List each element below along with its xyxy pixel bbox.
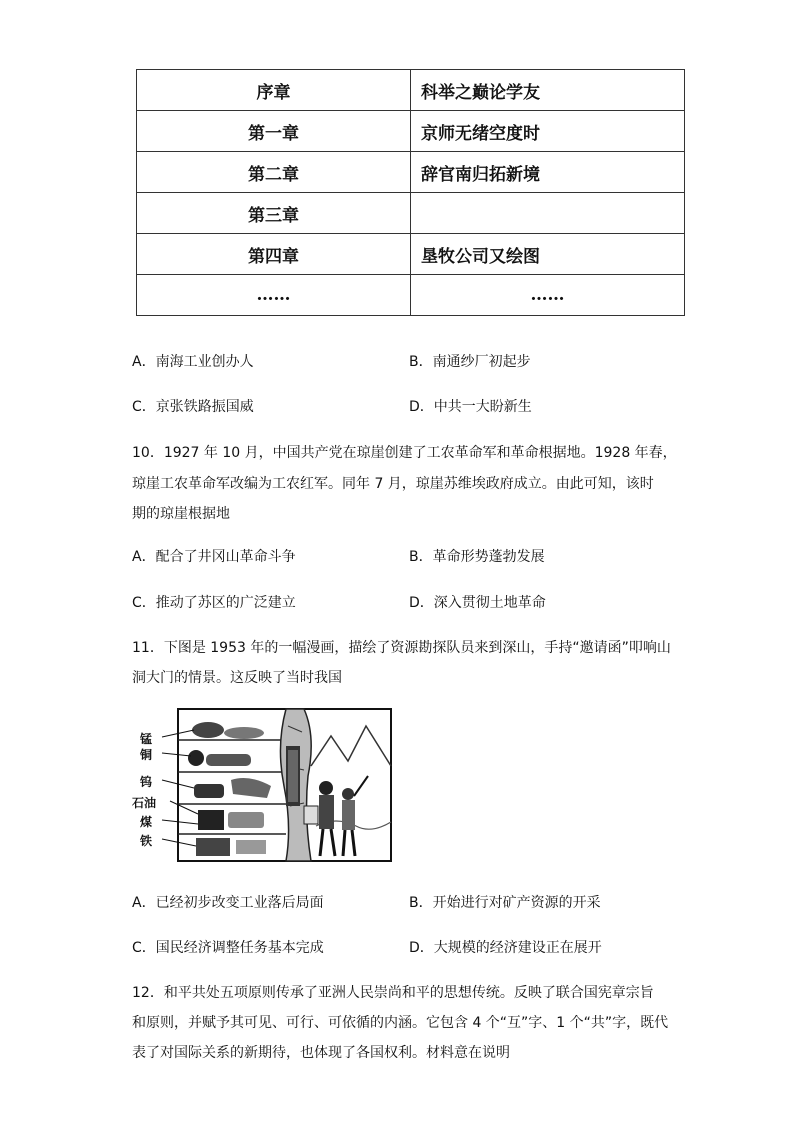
- title-cell-blank: [411, 193, 685, 234]
- cartoon-label-manganese: 锰: [140, 732, 153, 746]
- cartoon-label-petroleum: 石油: [132, 796, 157, 810]
- cartoon-label-copper: 铜: [140, 748, 153, 762]
- table-row: [137, 70, 685, 111]
- title-cell: 辞官南归拓新境: [411, 152, 685, 193]
- chapter-cell: 第二章: [137, 152, 411, 193]
- q12-stem-line: 和原则，并赋予其可见、可行、可依循的内涵。它包含 4 个“互”字、1 个“共”字，既代: [132, 1015, 669, 1031]
- chapter-cell: ……: [137, 275, 411, 316]
- q10-option-d[interactable]: D．深入贯彻土地革命: [409, 595, 546, 611]
- cartoon-label-tungsten: 钨: [140, 775, 153, 789]
- q9-option-a[interactable]: A．南海工业创办人: [132, 354, 254, 370]
- chapter-cell: 第一章: [137, 111, 411, 152]
- q10-option-b[interactable]: B．革命形势蓬勃发展: [409, 549, 545, 565]
- table-row: [137, 152, 685, 193]
- q10-stem-line: 10．1927 年 10 月，中国共产党在琼崖创建了工农革命军和革命根据地。1928 年春，: [132, 445, 677, 461]
- q9-options-row-1: [132, 351, 692, 373]
- chapter-table: [136, 69, 685, 316]
- q9-option-b[interactable]: B．南通纱厂初起步: [409, 354, 531, 370]
- q10-options-row-1: [132, 546, 692, 568]
- q12-stem-line: 12．和平共处五项原则传承了亚洲人民崇尚和平的思想传统。反映了联合国宪章宗旨: [132, 985, 654, 1001]
- q11-options-row-1: [132, 892, 692, 914]
- q10-option-c[interactable]: C．推动了苏区的广泛建立: [132, 595, 296, 611]
- q11-option-d[interactable]: D．大规模的经济建设正在展开: [409, 940, 602, 956]
- q9-option-d[interactable]: D．中共一大盼新生: [409, 399, 532, 415]
- q11-stem-line: 洞大门的情景。这反映了当时我国: [132, 670, 342, 686]
- q10-options-row-2: [132, 592, 692, 614]
- q11-stem-line: 11．下图是 1953 年的一幅漫画，描绘了资源勘探队员来到深山，手持“邀请函”叩响山: [132, 640, 671, 656]
- q10-stem-line: 琼崖工农革命军改编为工农红军。同年 7 月，琼崖苏维埃政府成立。由此可知，该时: [132, 476, 654, 492]
- chapter-cell: 第三章: [137, 193, 411, 234]
- title-cell: 垦牧公司又绘图: [411, 234, 685, 275]
- q12-stem-line: 表了对国际关系的新期待，也体现了各国权利。材料意在说明: [132, 1045, 510, 1061]
- q10-stem-line: 期的琼崖根据地: [132, 506, 230, 522]
- title-cell: ……: [411, 275, 685, 316]
- cartoon-label-iron: 铁: [140, 834, 153, 848]
- chapter-cell: 序章: [137, 70, 411, 111]
- q10-option-a[interactable]: A．配合了井冈山革命斗争: [132, 549, 296, 565]
- title-cell: 京师无绪空度时: [411, 111, 685, 152]
- q9-option-c[interactable]: C．京张铁路振国威: [132, 399, 254, 415]
- table-row: [137, 234, 685, 275]
- chapter-cell: 第四章: [137, 234, 411, 275]
- q11-options-row-2: [132, 937, 692, 959]
- resource-cartoon: [132, 706, 396, 864]
- table-row: [137, 275, 685, 316]
- table-row: [137, 111, 685, 152]
- cartoon-illustration: [136, 706, 396, 864]
- cartoon-label-coal: 煤: [140, 815, 153, 829]
- q11-option-a[interactable]: A．已经初步改变工业落后局面: [132, 895, 324, 911]
- q9-options-row-2: [132, 396, 692, 418]
- title-cell: 科举之巅论学友: [411, 70, 685, 111]
- q11-option-c[interactable]: C．国民经济调整任务基本完成: [132, 940, 324, 956]
- table-row: [137, 193, 685, 234]
- q11-option-b[interactable]: B．开始进行对矿产资源的开采: [409, 895, 601, 911]
